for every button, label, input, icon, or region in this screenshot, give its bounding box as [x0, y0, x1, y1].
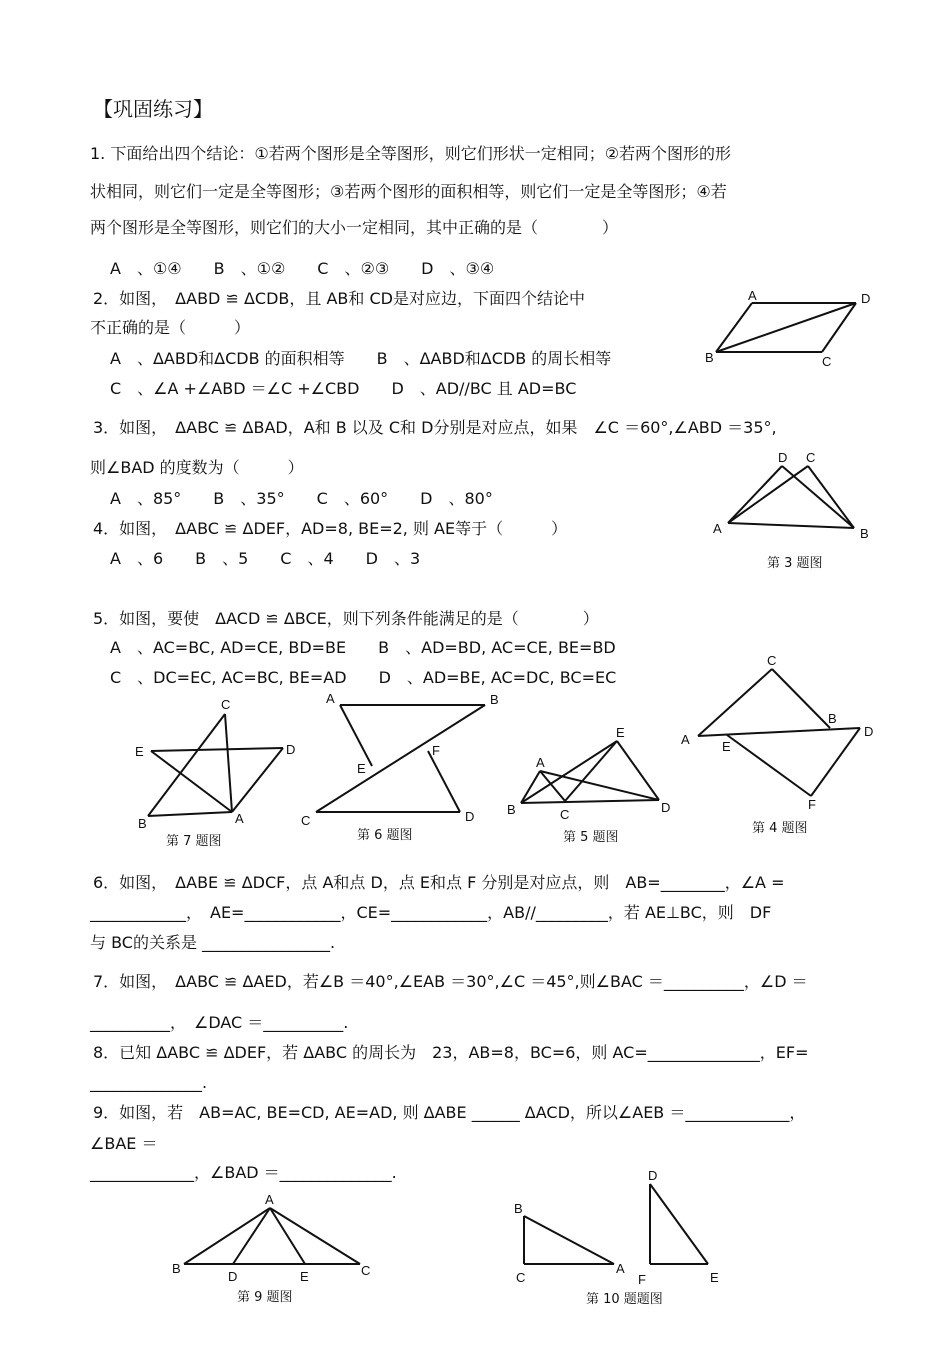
fig10-label-a: A — [616, 1261, 625, 1276]
fig6-label-d: D — [465, 809, 475, 824]
fig7-label-e: E — [135, 744, 144, 759]
q1-line1: 1. 下面给出四个结论：①若两个图形是全等图形，则它们形状一定相同；②若两个图形的形 — [90, 144, 732, 163]
section-title: 【巩固练习】 — [93, 97, 213, 121]
q5-line1: 5．如图，要使 ΔACD ≌ ΔBCE，则下列条件能满足的是（ ） — [93, 609, 599, 628]
fig3-label-c: C — [806, 450, 816, 465]
fig10-triangles — [524, 1184, 708, 1264]
q6-line2: ____________， AE=____________，CE=____________，AB//_________，若 AE⊥BC，则 DF — [90, 903, 772, 922]
fig7-label-a: A — [235, 811, 244, 826]
fig2-label-c: C — [822, 354, 832, 369]
fig6-label-f: F — [432, 743, 440, 758]
q4-options: A 、6 B 、5 C 、4 D 、3 — [110, 549, 421, 568]
fig9-label-a: A — [265, 1192, 274, 1207]
fig6-label-c: C — [301, 813, 311, 828]
fig6-label-e: E — [357, 761, 366, 776]
q6-line3: 与 BC的关系是 ________________. — [90, 933, 336, 952]
fig6-triangles — [316, 705, 485, 812]
fig10-label-d: D — [648, 1168, 658, 1183]
fig2-label-d: D — [861, 291, 871, 306]
fig7-label-d: D — [286, 742, 296, 757]
fig4-caption: 第 4 题图 — [752, 821, 808, 836]
q1-line2: 状相同，则它们一定是全等图形；③若两个图形的面积相等，则它们一定是全等图形；④若 — [90, 182, 727, 201]
fig6-caption: 第 6 题图 — [357, 828, 413, 843]
fig10-caption: 第 10 题题图 — [586, 1292, 663, 1307]
fig3-label-b: B — [860, 526, 869, 541]
fig4-label-a: A — [681, 732, 690, 747]
fig2-label-a: A — [748, 288, 757, 303]
fig4-label-b: B — [828, 711, 837, 726]
q3-options: A 、85° B 、35° C 、60° D 、80° — [110, 489, 493, 508]
fig5-label-a: A — [536, 755, 545, 770]
fig6-label-b: B — [490, 692, 499, 707]
fig4-triangles — [698, 669, 860, 796]
fig9-triangles — [184, 1208, 360, 1264]
fig7-label-b: B — [138, 816, 147, 831]
fig7-label-c: C — [221, 697, 231, 712]
fig5-label-b: B — [507, 802, 516, 817]
q5-options-ab: A 、AC=BC, AD=CE, BD=BE B 、AD=BD, AC=CE, BE=BD — [110, 638, 616, 657]
q6-line1: 6．如图， ΔABE ≌ ΔDCF，点 A和点 D，点 E和点 F 分别是对应点，则 AB=________，∠A = — [93, 873, 785, 892]
fig10-label-c: C — [516, 1270, 526, 1285]
fig3-label-d: D — [778, 450, 788, 465]
q1-options: A 、①④ B 、①② C 、②③ D 、③④ — [110, 259, 495, 278]
q8-line2: ______________. — [90, 1073, 208, 1092]
q9-line1: 9．如图，若 AB=AC, BE=CD, AE=AD, 则 ΔABE ______ ΔACD，所以∠AEB ＝_____________， — [93, 1103, 806, 1122]
fig2-parallelogram — [716, 303, 856, 352]
fig4-label-d: D — [864, 724, 874, 739]
q2-line2: 不正确的是（ ） — [90, 318, 251, 337]
fig5-caption: 第 5 题图 — [563, 830, 619, 845]
fig9-label-d: D — [228, 1269, 238, 1284]
fig9-caption: 第 9 题图 — [237, 1290, 293, 1305]
fig5-label-e: E — [616, 725, 625, 740]
q2-options-cd: C 、∠A +∠ABD ＝∠C +∠CBD D 、AD//BC 且 AD=BC — [110, 379, 577, 398]
q2-line1: 2．如图， ΔABD ≌ ΔCDB，且 AB和 CD是对应边，下面四个结论中 — [93, 289, 585, 308]
fig10-label-b: B — [514, 1201, 523, 1216]
fig10-label-e: E — [710, 1270, 719, 1285]
q7-line1: 7．如图， ΔABC ≌ ΔAED，若∠B ＝40°,∠EAB ＝30°,∠C ＝45°,则∠BAC ＝__________，∠D ＝ — [93, 972, 808, 991]
fig3-triangles — [728, 466, 854, 528]
q1-line3: 两个图形是全等图形，则它们的大小一定相同，其中正确的是（ ） — [90, 218, 619, 237]
fig4-label-f: F — [808, 797, 816, 812]
q5-options-cd: C 、DC=EC, AC=BC, BE=AD D 、AD=BE, AC=DC, BC=EC — [110, 668, 617, 687]
fig10-label-f: F — [638, 1272, 646, 1287]
fig4-label-c: C — [767, 653, 777, 668]
fig9-label-c: C — [361, 1263, 371, 1278]
q3-line2: 则∠BAD 的度数为（ ） — [90, 458, 304, 477]
fig5-label-d: D — [661, 800, 671, 815]
q4-line1: 4．如图， ΔABC ≌ ΔDEF，AD=8, BE=2, 则 AE等于（ ） — [93, 519, 568, 538]
fig7-triangles — [148, 714, 283, 816]
q3-line1: 3．如图， ΔABC ≌ ΔBAD，A和 B 以及 C和 D分别是对应点，如果 ∠C ＝60°,∠ABD ＝35°, — [93, 418, 777, 437]
q8-line1: 8．已知 ΔABC ≌ ΔDEF，若 ΔABC 的周长为 23，AB=8，BC=6，则 AC=______________，EF= — [93, 1043, 809, 1062]
fig9-label-b: B — [172, 1261, 181, 1276]
fig3-label-a: A — [713, 521, 722, 536]
q7-line2: __________， ∠DAC ＝__________. — [90, 1013, 349, 1032]
fig7-caption: 第 7 题图 — [166, 834, 222, 849]
q9-line3: _____________，∠BAD ＝______________. — [90, 1163, 397, 1182]
q2-options-ab: A 、ΔABD和ΔCDB 的面积相等 B 、ΔABD和ΔCDB 的周长相等 — [110, 349, 612, 368]
fig2-label-b: B — [705, 350, 714, 365]
fig6-label-a: A — [326, 691, 335, 706]
fig5-label-c: C — [560, 807, 570, 822]
fig4-label-e: E — [722, 739, 731, 754]
fig3-caption: 第 3 题图 — [767, 556, 823, 571]
fig9-label-e: E — [300, 1269, 309, 1284]
q9-line2: ∠BAE ＝ — [90, 1134, 158, 1153]
fig5-triangles — [521, 741, 659, 803]
